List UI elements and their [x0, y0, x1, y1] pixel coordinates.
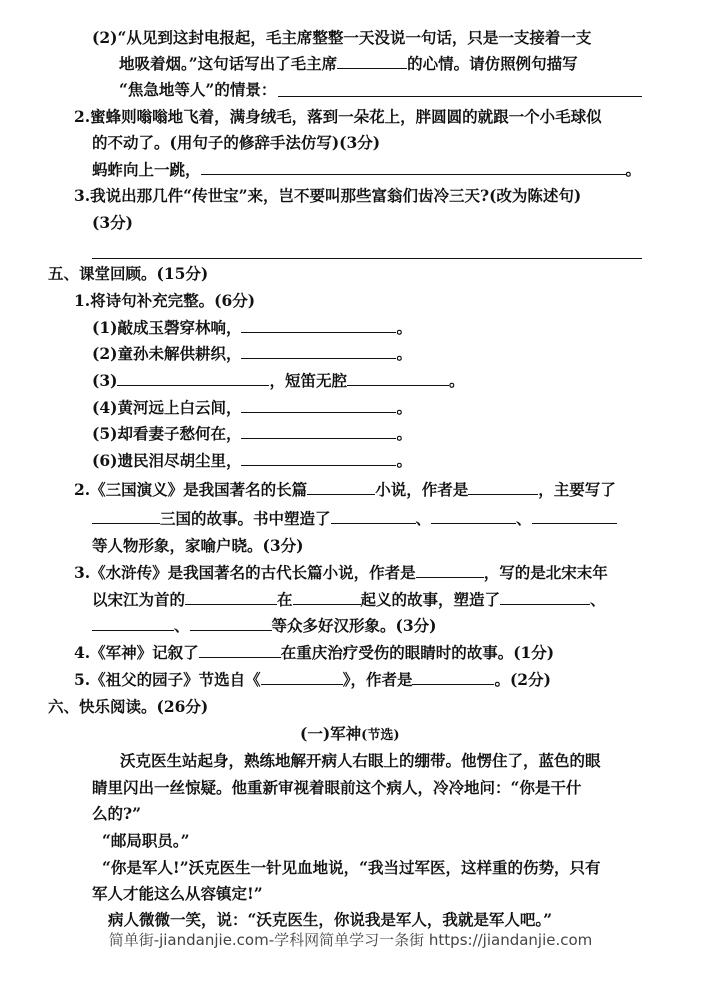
separator: 、: [516, 509, 532, 528]
period: 。: [448, 371, 465, 390]
answer-blank[interactable]: [412, 670, 494, 685]
q-text: ，主要写了: [538, 480, 616, 499]
answer-blank[interactable]: [190, 616, 272, 631]
answer-blank[interactable]: [500, 590, 590, 605]
answer-blank[interactable]: [416, 563, 484, 578]
q-text: 4.《军神》记叙了: [74, 643, 199, 662]
poem-text: (5)却看妻子愁何在，: [92, 424, 242, 443]
poem-line-3: [92, 371, 464, 391]
q-4-line-1: 3.我说出那几件“传世宝”来，岂不要叫那些富翁们齿冷三天?(改为陈述句): [74, 186, 582, 205]
q-3-line-3: [92, 160, 641, 180]
s5-q4: [74, 643, 554, 663]
poem-text: (4)黄河远上白云间，: [92, 398, 242, 417]
q-text: ，写的是北宋末年: [483, 563, 608, 582]
q-3-line-2: 的不动了。(用句子的修辞手法仿写)(3分): [92, 133, 381, 152]
passage-line: 军人才能这么从容镇定!”: [92, 884, 263, 903]
s5-q3-line-2: [92, 590, 606, 610]
q-text: 》，作者是: [342, 670, 413, 689]
s5-q3-line-1: [74, 563, 608, 583]
answer-blank[interactable]: [293, 590, 361, 605]
passage-title: [300, 724, 399, 746]
answer-blank[interactable]: [241, 318, 396, 333]
answer-blank[interactable]: [92, 509, 160, 524]
q-2-text-a: 地吸着烟。”这句话写出了毛主席: [119, 54, 338, 73]
answer-blank[interactable]: [431, 509, 516, 524]
q-text: 5.《祖父的园子》节选自《: [74, 670, 261, 689]
passage-title-text: (一)军神: [300, 724, 362, 743]
s5-q1: 1.将诗句补充完整。(6分): [74, 291, 256, 310]
answer-line[interactable]: [92, 258, 642, 259]
poem-text: (6)遗民泪尽胡尘里，: [92, 451, 242, 470]
period: 。: [396, 398, 412, 417]
poem-text: (2)童孙未解供耕织，: [92, 344, 242, 363]
period: 。: [625, 160, 642, 179]
s5-q2-line-2: [92, 509, 617, 529]
answer-blank[interactable]: [185, 590, 277, 605]
answer-blank[interactable]: [92, 616, 174, 631]
q-text: 起义的故事，塑造了: [360, 590, 501, 609]
q-text: 三国的故事。书中塑造了: [160, 509, 331, 528]
answer-blank[interactable]: [241, 451, 396, 466]
poem-text: (1)敲成玉磬穿林响，: [92, 318, 242, 337]
answer-blank[interactable]: [241, 344, 396, 359]
poem-line-1: [92, 318, 412, 338]
q-text: 小说，作者是: [375, 480, 469, 499]
answer-line[interactable]: [278, 96, 642, 97]
answer-blank[interactable]: [201, 160, 626, 175]
q-4-line-2: (3分): [92, 213, 133, 232]
answer-blank[interactable]: [241, 424, 396, 439]
answer-blank[interactable]: [199, 643, 281, 658]
q-text: 在: [277, 590, 293, 609]
s5-q5: [74, 670, 551, 690]
q-text: 等众多好汉形象。(3分): [271, 616, 437, 635]
q-text: 3.《水浒传》是我国著名的古代长篇小说，作者是: [74, 563, 416, 582]
answer-blank[interactable]: [307, 480, 375, 495]
answer-blank[interactable]: [532, 509, 617, 524]
passage-line: 么的?”: [92, 804, 141, 823]
passage-line: “你是军人!”沃克医生一针见血地说，“我当过军医，这样重的伤势，只有: [102, 858, 601, 877]
answer-blank[interactable]: [468, 480, 538, 495]
section-5-title: 五、课堂回顾。(15分): [48, 264, 209, 283]
poem-line-6: [92, 451, 412, 471]
period: 。: [396, 451, 412, 470]
separator: 、: [590, 590, 606, 609]
q-2-line-3: “焦急地等人”的情景：: [119, 80, 277, 99]
q-2-line-2: [119, 54, 578, 74]
q-text: 2.《三国演义》是我国著名的长篇: [74, 480, 308, 499]
period: 。: [396, 424, 412, 443]
answer-blank[interactable]: [337, 54, 407, 69]
site-watermark-footer: 简单街-jiandanjie.com-学科网简单学习一条街 https://jiandanjie.com: [108, 931, 593, 949]
q-3-prompt: 蚂蚱向上一跳，: [92, 160, 201, 179]
section-6-title: 六、快乐阅读。(26分): [48, 697, 209, 716]
answer-blank[interactable]: [241, 398, 396, 413]
separator: 、: [415, 509, 432, 528]
answer-blank[interactable]: [117, 371, 269, 386]
q-2-text-b: 的心情。请仿照例句描写: [407, 54, 578, 73]
period: 。: [396, 344, 412, 363]
q-2-line-1: (2)“从见到这封电报起，毛主席整整一天没说一句话，只是一支接着一支: [92, 28, 592, 47]
passage-line: 睛里闪出一丝惊疑。他重新审视着眼前这个病人，冷冷地问：“你是干什: [92, 778, 582, 797]
passage-line: “邮局职员。”: [102, 831, 190, 850]
passage-line: 沃克医生站起身，熟练地解开病人右眼上的绷带。他愣住了，蓝色的眼: [120, 751, 601, 770]
period: 。: [396, 318, 412, 337]
s5-q3-line-3: [92, 616, 436, 636]
s5-q2-line-1: [74, 480, 616, 500]
poem-line-5: [92, 424, 412, 444]
poem-text: ，短笛无腔: [269, 371, 347, 390]
q-3-line-1: 2.蜜蜂则嗡嗡地飞着，满身绒毛，落到一朵花上，胖圆圆的就跟一个小毛球似: [74, 107, 602, 126]
passage-line: 病人微微一笑，说：“沃克医生，你说我是军人，我就是军人吧。”: [108, 910, 553, 929]
poem-text: (3): [92, 371, 118, 390]
q-text: 在重庆治疗受伤的眼睛时的故事。(1分): [280, 643, 555, 662]
s5-q2-line-3: 等人物形象，家喻户晓。(3分): [92, 536, 304, 555]
answer-blank[interactable]: [347, 371, 449, 386]
poem-line-4: [92, 398, 412, 418]
separator: 、: [174, 616, 190, 635]
q-text: 。(2分): [494, 670, 551, 689]
answer-blank[interactable]: [331, 509, 416, 524]
q-text: 以宋江为首的: [92, 590, 186, 609]
poem-line-2: [92, 344, 412, 364]
answer-blank[interactable]: [261, 670, 343, 685]
passage-subtitle: (节选): [361, 728, 400, 743]
